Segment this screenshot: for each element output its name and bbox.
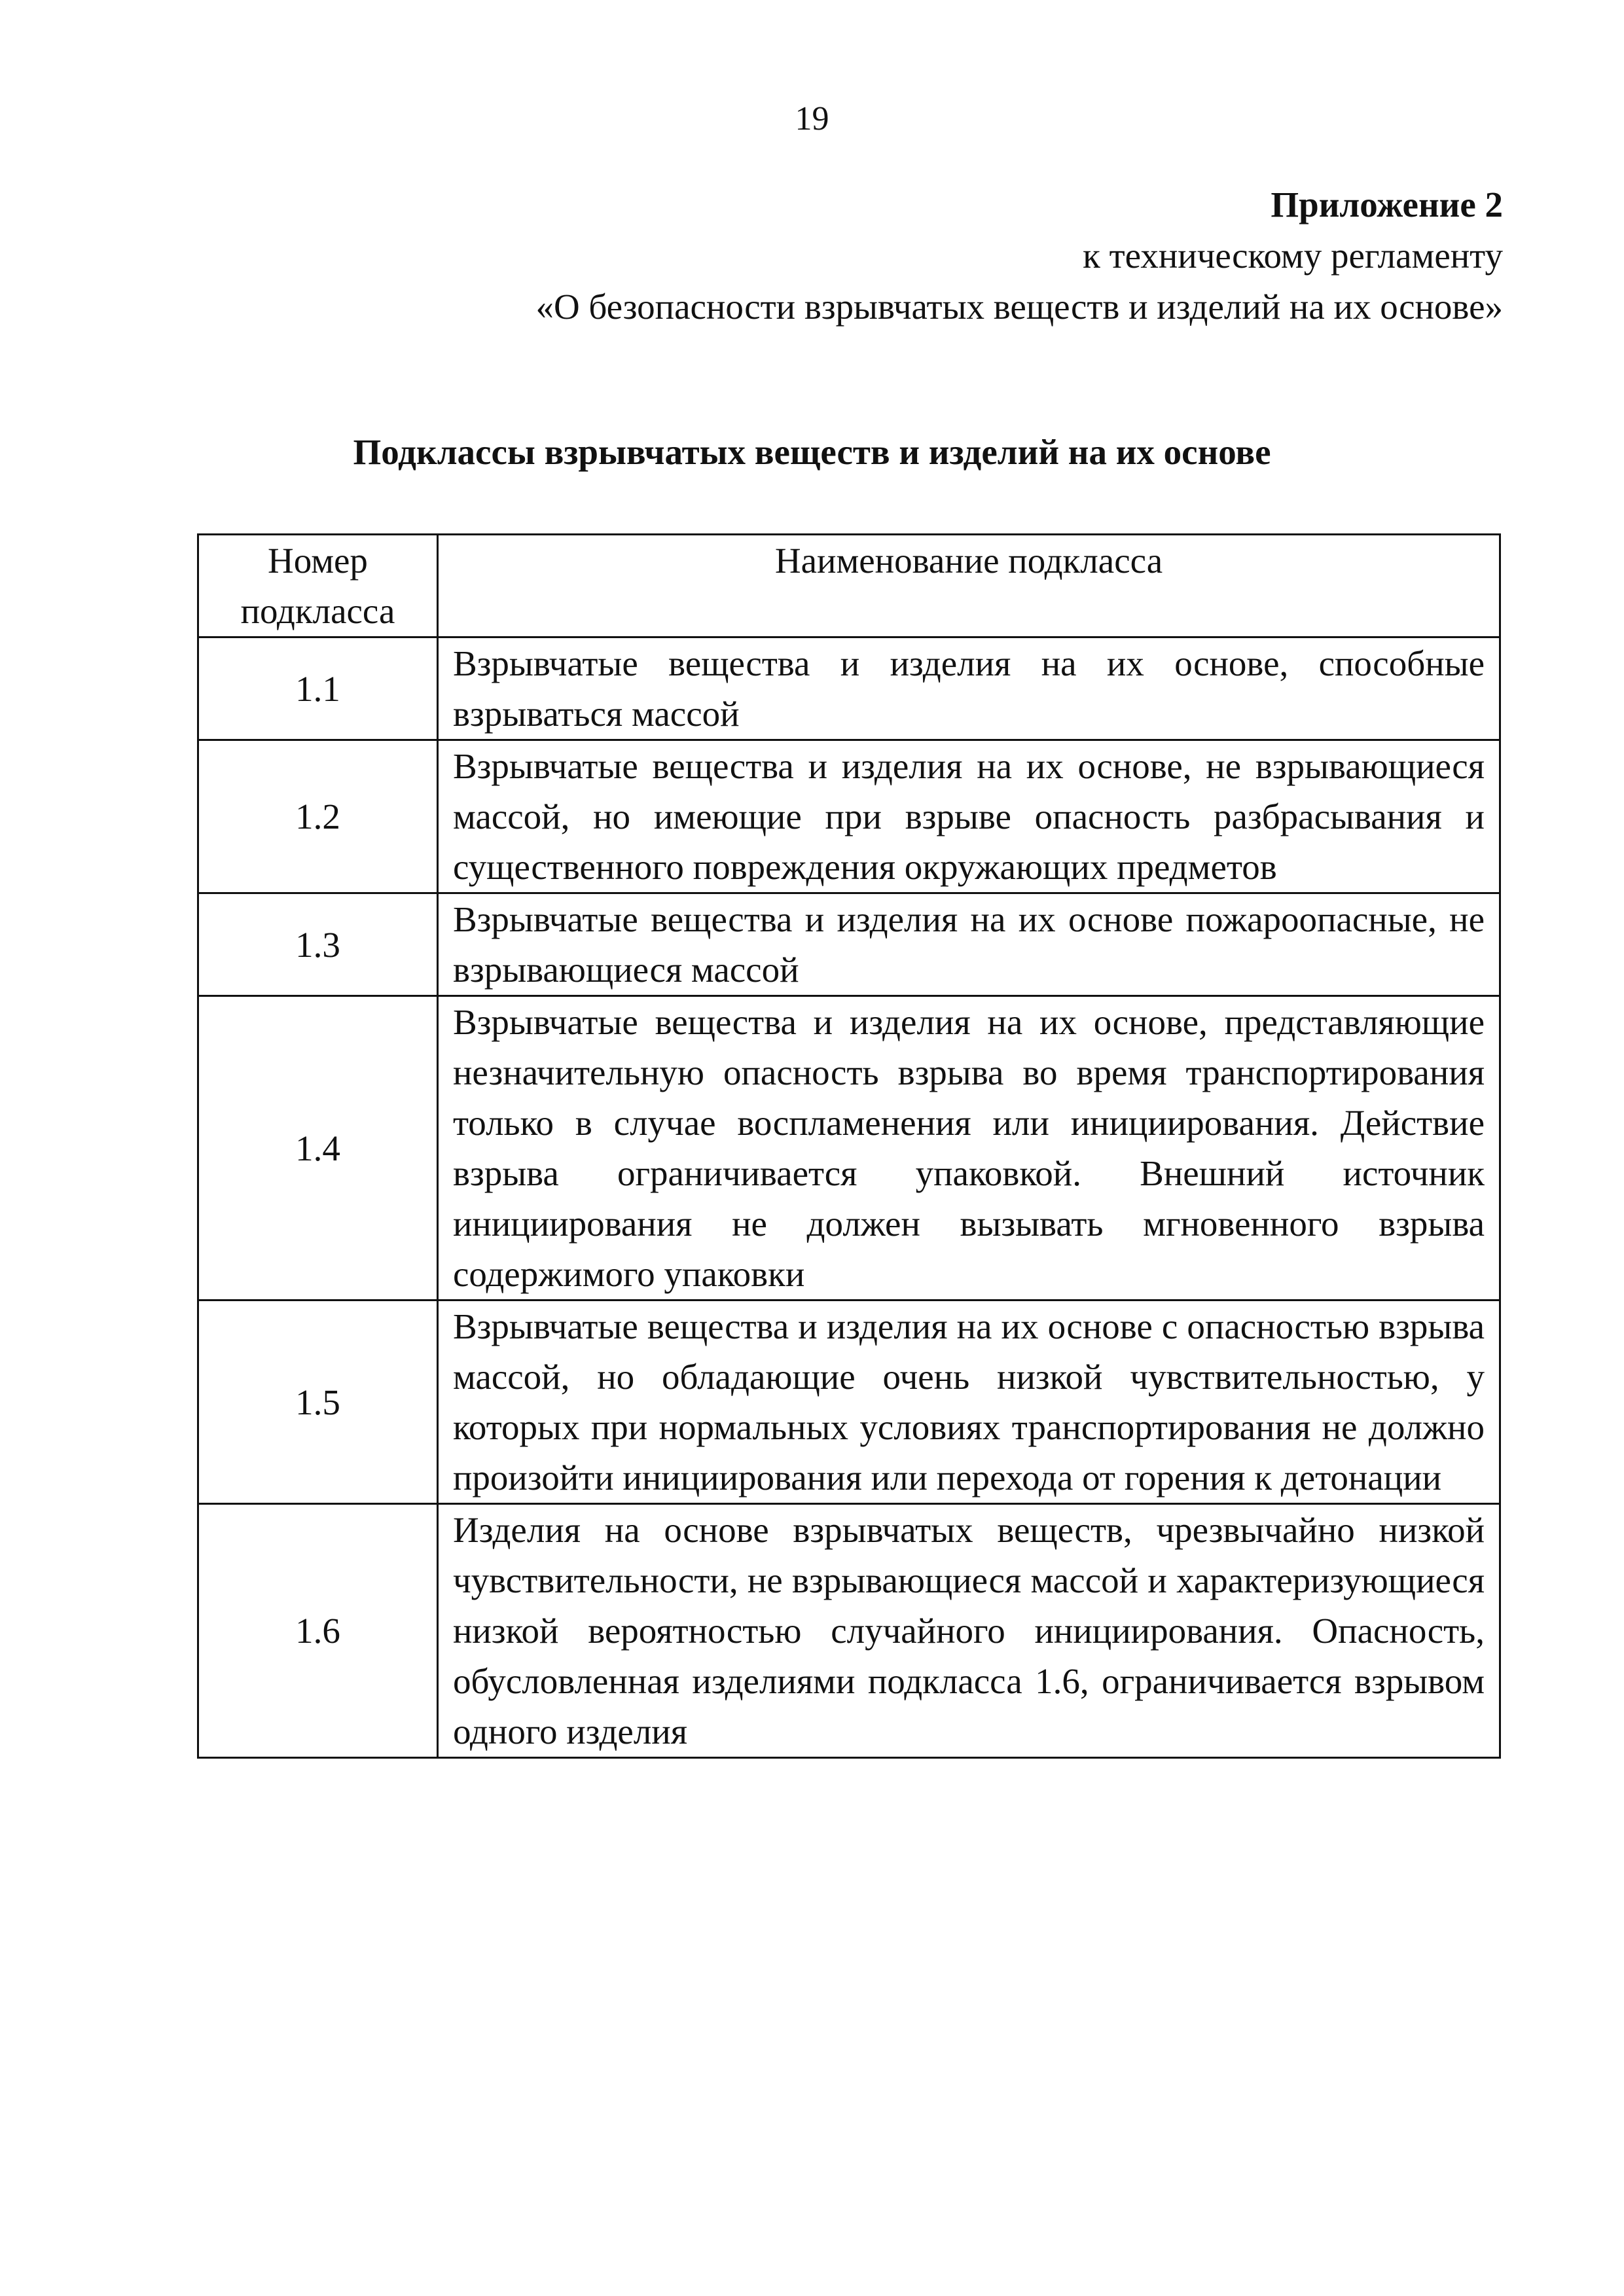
subclass-number: 1.2 <box>198 740 438 893</box>
subclass-number: 1.4 <box>198 996 438 1300</box>
appendix-subtitle: к техническому регламенту <box>1083 236 1503 276</box>
appendix-regulation-name: «О безопасности взрывчатых веществ и изделий на их основе» <box>535 287 1503 327</box>
subclass-name: Взрывчатые вещества и изделия на их основе с опасностью взрыва массой, но обладающие очень низкой чувствительностью, у которых при нормальных условиях транспортирования не должно произойти инициирования или перехода от горения к детонации <box>438 1300 1500 1504</box>
table-row <box>198 893 1500 996</box>
subclass-table <box>197 533 1501 1759</box>
subclass-name: Изделия на основе взрывчатых веществ, чрезвычайно низкой чувствительности, не взрывающиеся массой и характеризующиеся низкой вероятностью случайного инициирования. Опасность, обусловленная изделиями подкласса 1.6, ограничивается взрывом одного изделия <box>438 1504 1500 1758</box>
subclass-number: 1.3 <box>198 893 438 996</box>
table-row <box>198 1300 1500 1504</box>
subclass-number: 1.5 <box>198 1300 438 1504</box>
subclass-name: Взрывчатые вещества и изделия на их основе, способные взрываться массой <box>438 637 1500 740</box>
document-title: Подклассы взрывчатых веществ и изделий на их основе <box>353 432 1271 472</box>
subclass-name: Взрывчатые вещества и изделия на их основе пожароопасные, не взрывающиеся массой <box>438 893 1500 996</box>
subclass-number: 1.6 <box>198 1504 438 1758</box>
page-number: 19 <box>795 100 829 137</box>
appendix-title: Приложение 2 <box>1271 185 1503 224</box>
table-row <box>198 996 1500 1300</box>
table-row <box>198 637 1500 740</box>
appendix-header <box>535 179 1503 332</box>
header-subclass-number: Номер подкласса <box>198 535 438 637</box>
header-subclass-name: Наименование подкласса <box>438 535 1500 637</box>
table-header-row <box>198 535 1500 637</box>
table-row <box>198 740 1500 893</box>
subclass-number: 1.1 <box>198 637 438 740</box>
subclass-name: Взрывчатые вещества и изделия на их основе, не взрывающиеся массой, но имеющие при взрыве опасность разбрасывания и существенного повреждения окружающих предметов <box>438 740 1500 893</box>
table-row <box>198 1504 1500 1758</box>
subclass-name: Взрывчатые вещества и изделия на их основе, представляющие незначительную опасность взрыва во время транспортирования только в случае воспламенения или инициирования. Действие взрыва ограничивается упаковкой. Внешний источник инициирования не должен вызывать мгновенного взрыва содержимого упаковки <box>438 996 1500 1300</box>
